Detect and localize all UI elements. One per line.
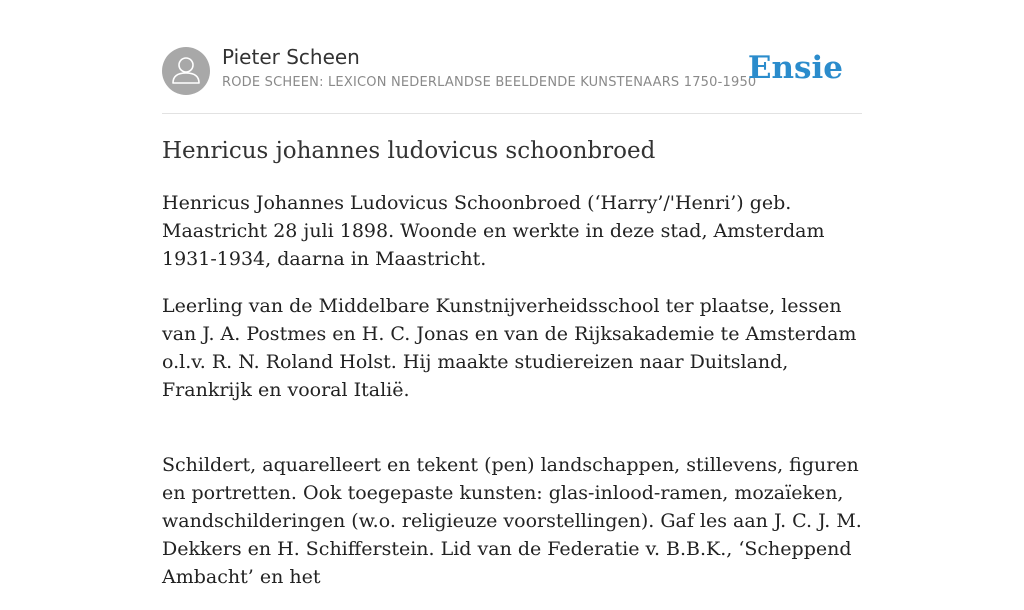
ensie-logo[interactable]: Ensie bbox=[747, 50, 843, 86]
page-title: Henricus johannes ludovicus schoonbroed bbox=[162, 138, 656, 164]
paragraph-spacer bbox=[162, 423, 862, 451]
source-label[interactable]: RODE SCHEEN: LEXICON NEDERLANDSE BEELDENDE KUNSTENAARS 1750-1950 bbox=[222, 75, 757, 90]
article-paragraph: Leerling van de Middelbare Kunstnijverheidsschool ter plaatse, lessen van J. A. Postmes en H. C. Jonas en van de Rijksakademie te Amsterdam o.l.v. R. N. Roland Holst. Hij maakte studiereizen naar Duitsland, Frankrijk en vooral Italië. bbox=[162, 295, 857, 401]
article-paragraph: Henricus Johannes Ludovicus Schoonbroed (‘Harry’/'Henri’) geb. Maastricht 28 juli 1898. Woonde en werkte in deze stad, Amsterdam 1931-1934, daarna in Maastricht. bbox=[162, 192, 825, 270]
author-header bbox=[162, 0, 862, 114]
article-body bbox=[162, 189, 862, 610]
author-name[interactable]: Pieter Scheen bbox=[222, 45, 360, 69]
user-icon[interactable] bbox=[162, 47, 210, 95]
article-paragraph: Schildert, aquarelleert en tekent (pen) landschappen, stillevens, figuren en portretten. Ook toegepaste kunsten: glas-inlood-ramen, mozaïeken, wandschilderingen (w.o. religieuze voorstellingen). Gaf les aan J. C. J. M. Dekkers en H. Schifferstein. Lid van de Federatie v. B.B.K., ‘Scheppend Ambacht’ en het bbox=[162, 454, 862, 588]
page-container bbox=[162, 0, 862, 588]
